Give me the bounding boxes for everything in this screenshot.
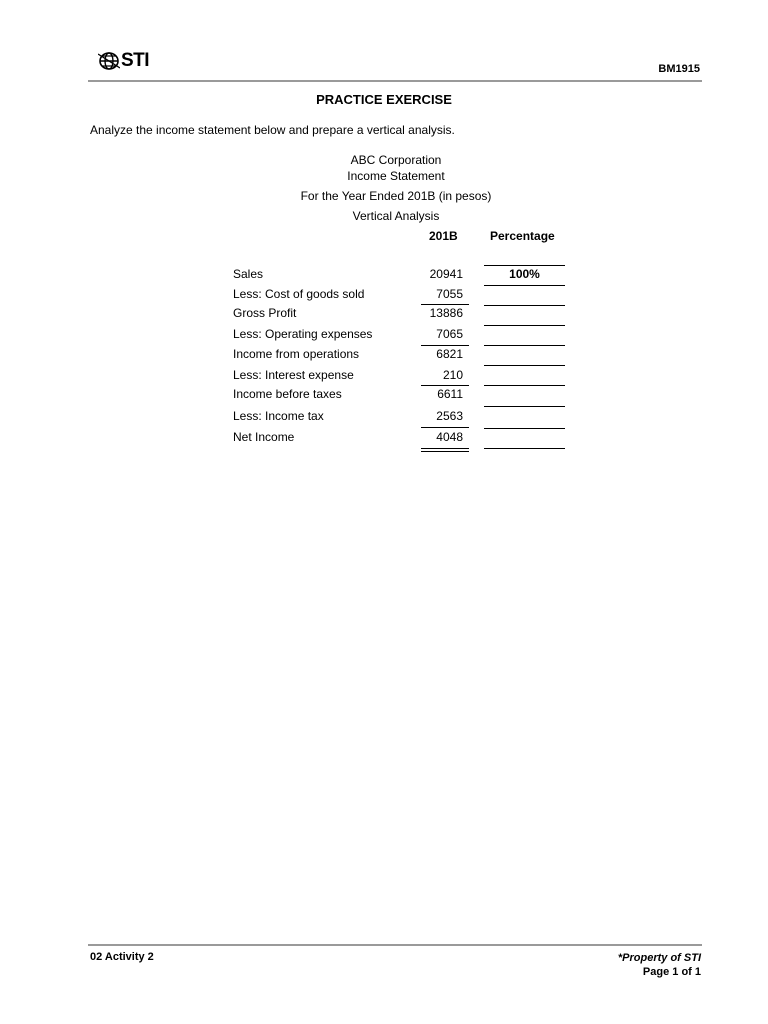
percentage-cell — [484, 428, 565, 449]
row-label-operating-expenses: Less: Operating expenses — [233, 327, 373, 341]
footer-page-number: Page 1 of 1 — [642, 966, 701, 978]
percentage-cell — [484, 285, 565, 305]
row-label-income-before-taxes: Income before taxes — [233, 387, 342, 401]
row-value-gross-profit: 13886 — [429, 306, 463, 320]
header-divider — [88, 80, 702, 82]
row-value-sales: 20941 — [429, 267, 463, 281]
subtotal-underline — [421, 345, 469, 346]
footer-property: *Property of STI — [617, 952, 701, 964]
subtotal-underline — [421, 385, 469, 386]
row-value-operating-expenses: 7065 — [436, 327, 463, 341]
document-code: BM1915 — [658, 63, 700, 75]
percentage-cell — [484, 385, 565, 405]
analysis-type: Vertical Analysis — [352, 209, 440, 223]
column-header-year: 201B — [429, 229, 458, 243]
subtotal-underline — [421, 427, 469, 428]
row-label-income-tax: Less: Income tax — [233, 409, 324, 423]
percentage-cell — [484, 345, 565, 365]
statement-period: For the Year Ended 201B (in pesos) — [300, 189, 492, 203]
row-value-cogs: 7055 — [436, 287, 463, 301]
row-label-net-income: Net Income — [233, 430, 295, 444]
statement-name: Income Statement — [347, 169, 445, 183]
logo-text: STI — [121, 50, 150, 71]
row-label-interest-expense: Less: Interest expense — [233, 368, 354, 382]
footer-divider — [88, 944, 702, 946]
total-double-underline — [421, 451, 469, 452]
percentage-cell — [484, 365, 565, 385]
total-double-underline — [421, 448, 469, 449]
row-label-gross-profit: Gross Profit — [233, 306, 297, 320]
subtotal-underline — [421, 304, 469, 305]
company-name: ABC Corporation — [350, 153, 442, 167]
row-label-income-operations: Income from operations — [233, 347, 360, 361]
footer-info — [618, 951, 701, 979]
row-label-cogs: Less: Cost of goods sold — [233, 287, 365, 301]
row-value-interest-expense: 210 — [442, 368, 463, 382]
row-label-sales: Sales — [233, 267, 264, 281]
row-value-income-before-taxes: 6611 — [437, 387, 463, 401]
page-title: PRACTICE EXERCISE — [316, 92, 452, 107]
sti-logo — [98, 50, 149, 72]
instruction-text: Analyze the income statement below and prepare a vertical analysis. — [90, 123, 455, 137]
row-percentage-sales: 100% — [509, 267, 540, 281]
percentage-cell — [484, 406, 565, 426]
percentage-cell — [484, 325, 565, 345]
footer-activity: 02 Activity 2 — [90, 951, 154, 963]
column-header-percentage: Percentage — [490, 229, 555, 243]
row-value-net-income: 4048 — [436, 430, 463, 444]
row-value-income-operations: 6821 — [436, 347, 463, 361]
globe-icon — [98, 51, 120, 71]
percentage-cell — [484, 305, 565, 325]
row-value-income-tax: 2563 — [436, 409, 463, 423]
percentage-cell — [484, 265, 565, 285]
